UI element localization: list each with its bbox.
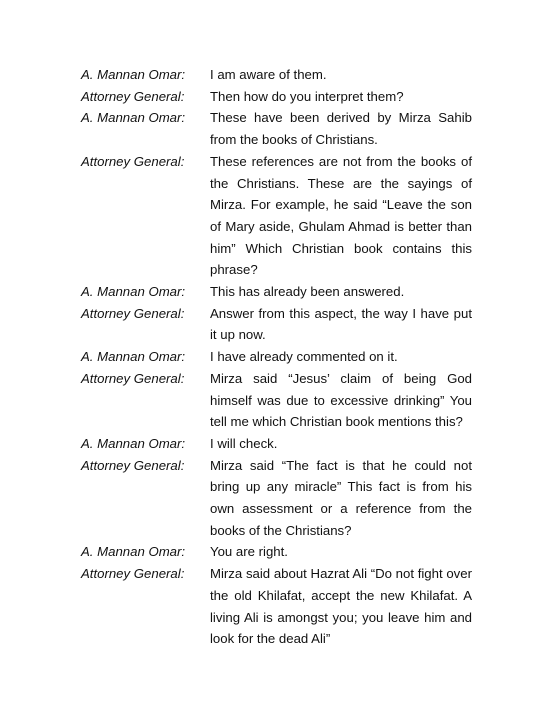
- speaker-name: Attorney General:: [81, 370, 185, 386]
- transcript-entry: [81, 346, 473, 368]
- speaker-name: A. Mannan Omar:: [81, 110, 186, 126]
- transcript-entry: [81, 86, 473, 108]
- transcript-entry: [81, 303, 473, 346]
- transcript-entry: [81, 433, 473, 455]
- speech-text: I will check.: [210, 435, 278, 451]
- speech-text: This has already been answered.: [210, 284, 405, 300]
- speaker-name: Attorney General:: [81, 153, 185, 169]
- transcript-entry: [81, 368, 473, 433]
- speech-text: Mirza said “The fact is that he could not bring up any miracle” This fact is from his own assessment or a reference from the books of the Christians?: [210, 457, 472, 538]
- speech-text: I am aware of them.: [210, 67, 327, 82]
- speech-text: Mirza said “Jesus’ claim of being God himself was due to excessive drinking” You tell me which Christian book mentions this?: [210, 370, 472, 430]
- speaker-name: A. Mannan Omar:: [81, 435, 186, 451]
- speech-text: I have already commented on it.: [210, 349, 398, 365]
- speaker-name: A. Mannan Omar:: [81, 544, 186, 560]
- speech-text: These references are not from the books of the Christians. These are the sayings of Mirza. For example, he said “Leave the son of Mary aside, Ghulam Ahmad is better than him” Which Christian book contains this phrase?: [210, 153, 472, 278]
- speech-text: Answer from this aspect, the way I have put it up now.: [210, 305, 472, 343]
- transcript-entry: [81, 281, 473, 303]
- transcript-entry: [81, 107, 473, 150]
- speaker-name: Attorney General:: [81, 457, 185, 473]
- speaker-name: A. Mannan Omar:: [81, 67, 186, 82]
- speaker-name: A. Mannan Omar:: [81, 284, 186, 300]
- transcript: [81, 64, 473, 650]
- transcript-entry: [81, 151, 473, 281]
- speaker-name: Attorney General:: [81, 88, 185, 104]
- speech-text: You are right.: [210, 544, 288, 560]
- transcript-entry: [81, 541, 473, 563]
- speaker-name: Attorney General:: [81, 566, 185, 582]
- transcript-entry: [81, 455, 473, 542]
- transcript-entry: [81, 64, 473, 86]
- speech-text: These have been derived by Mirza Sahib from the books of Christians.: [210, 110, 472, 148]
- speaker-name: Attorney General:: [81, 305, 185, 321]
- speech-text: Mirza said about Hazrat Ali “Do not fight over the old Khilafat, accept the new Khilafat. A living Ali is amongst you; you leave him and look for the dead Ali”: [210, 566, 472, 647]
- transcript-entry: [81, 563, 473, 650]
- speaker-name: A. Mannan Omar:: [81, 349, 186, 365]
- speech-text: Then how do you interpret them?: [210, 88, 404, 104]
